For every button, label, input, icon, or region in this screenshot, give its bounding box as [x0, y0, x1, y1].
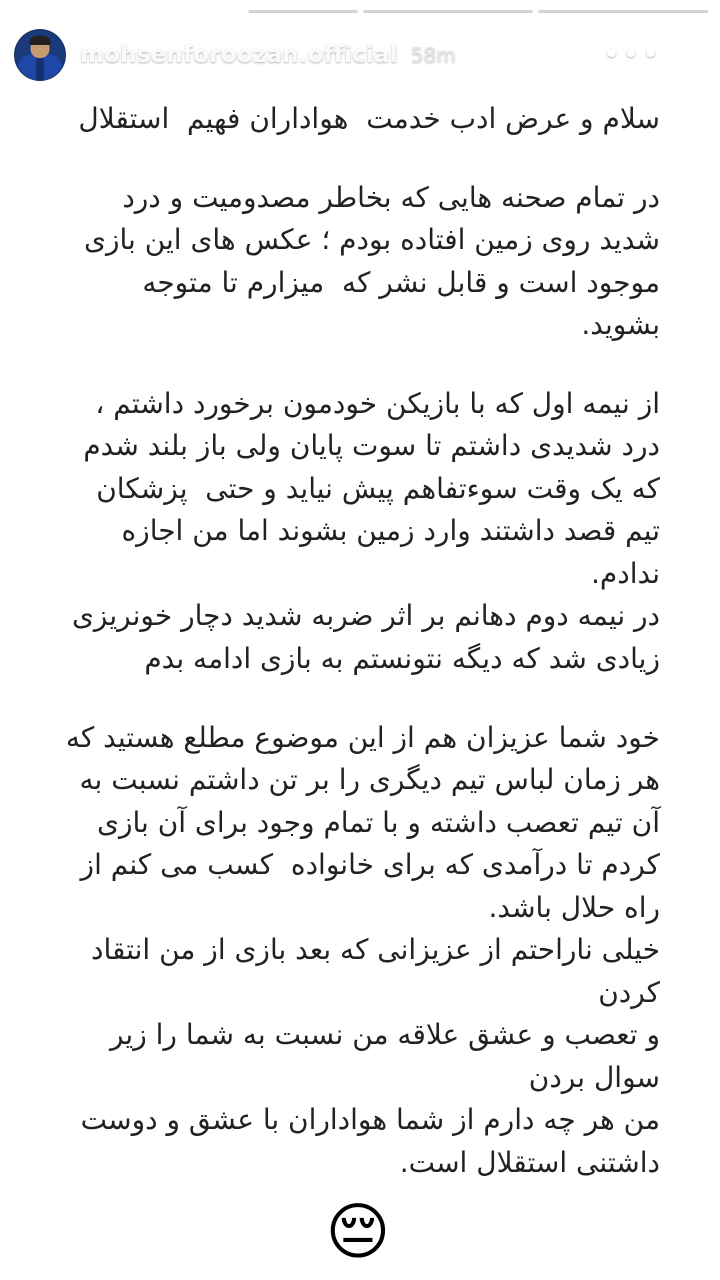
avatar[interactable]	[14, 29, 66, 81]
story-timestamp: 58m	[410, 43, 456, 67]
avatar-hair	[30, 36, 51, 45]
story-text-content	[0, 92, 720, 1280]
story-paragraph-7: من هر چه دارم از شما هواداران با عشق و دوست داشتنی استقلال است.	[71, 1103, 660, 1180]
story-paragraph-greeting: سلام و عرض ادب خدمت هواداران فهیم استقلال	[78, 102, 660, 135]
story-paragraph-2: از نیمه اول که با بازیکن خودمون برخورد داشتم ، درد شدیدی داشتم تا سوت پایان ولی باز بلند شدم که یک وقت سوءتفاهم پیش نیاید و حتی پزشکان تیم قصد داشتند وارد زمین بشوند اما من اجازه ندادم.	[74, 386, 660, 590]
story-paragraph-3: در نیمه دوم دهانم بر اثر ضربه شدید دچار خونریزی زیادی شد که دیگه نتونستم به بازی ادامه بدم	[63, 599, 660, 676]
account-username[interactable]: mohsenforoozan.official	[80, 42, 398, 68]
emoji-row	[56, 1194, 660, 1268]
pensive-face-emoji: 😔	[325, 1194, 391, 1268]
story-progress-bar	[12, 10, 708, 14]
story-paragraph-5: خیلی ناراحتم از عزیزانی که بعد بازی از من انتقاد کردن	[82, 933, 660, 1009]
story-paragraph-1: در تمام صحنه هایی که بخاطر مصدومیت و درد شدید روی زمین افتاده بودم ؛ عکس های این بازی موجود است و قابل نشر که میزارم تا متوجه بشوید.	[75, 180, 660, 342]
story-paragraph-6: و تعصب و عشق علاقه من نسبت به شما را زیر سوال بردن	[101, 1018, 660, 1094]
story-paragraph-4: خود شما عزیزان هم از این موضوع مطلع هستید که هر زمان لباس تیم دیگری را بر تن داشتم نسبت به آن تیم تعصب داشته و با تمام وجود برای آن بازی کردم تا درآمدی که برای خانواده کسب می کنم از راه حلال باشد.	[57, 720, 660, 924]
more-options-icon[interactable]: •••	[602, 37, 662, 72]
progress-segment[interactable]	[538, 10, 708, 13]
progress-segment-active[interactable]	[187, 10, 357, 13]
progress-segment[interactable]	[363, 10, 533, 13]
close-icon[interactable]	[658, 31, 706, 79]
story-header	[0, 22, 720, 88]
progress-segment[interactable]	[12, 10, 182, 13]
